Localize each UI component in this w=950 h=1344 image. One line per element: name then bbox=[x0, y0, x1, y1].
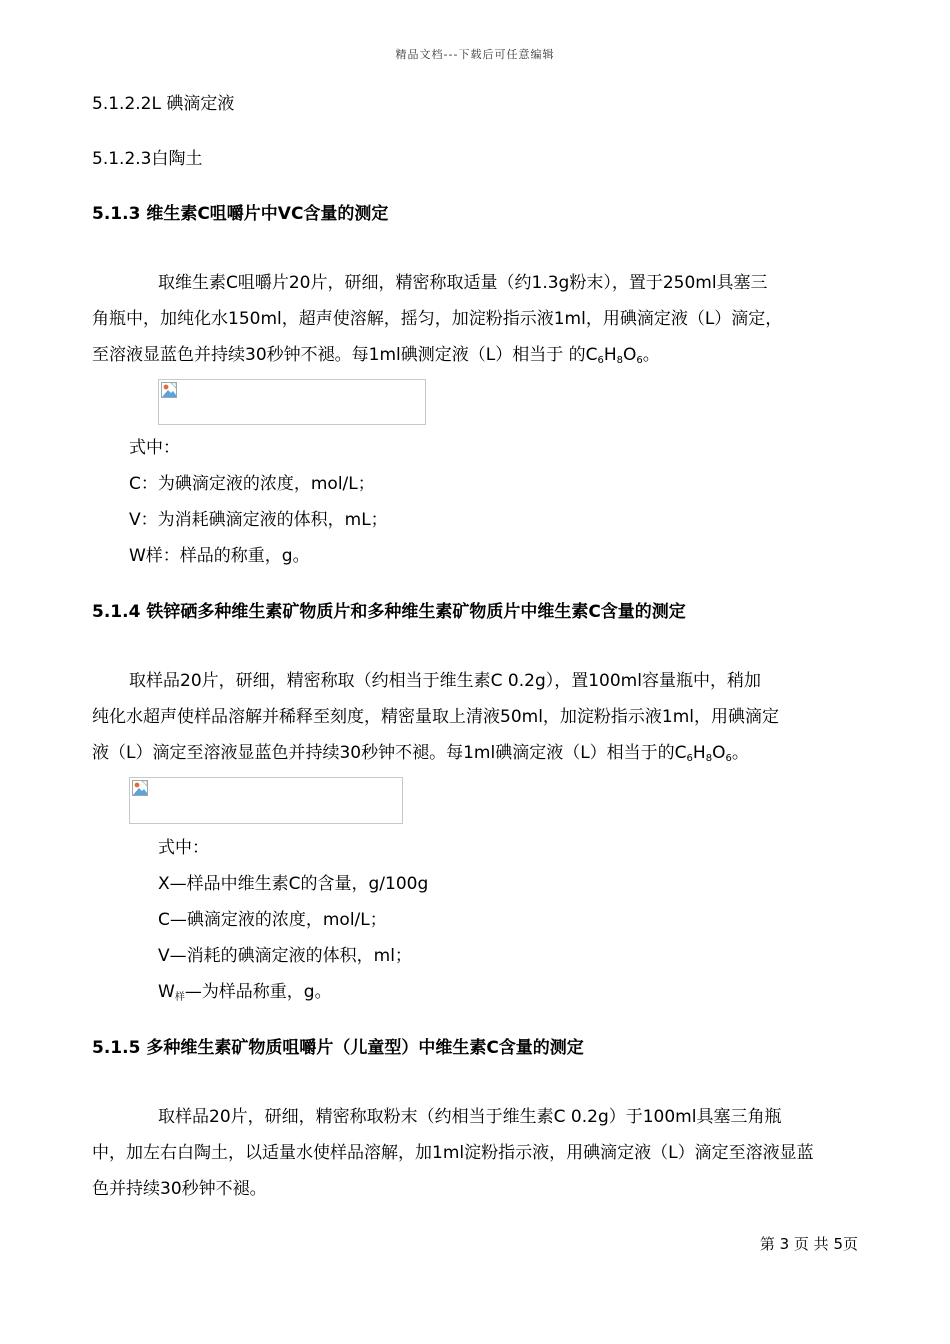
page-footer: 第 3 页 共 5页 bbox=[759, 1235, 858, 1253]
text-run: 。 bbox=[642, 345, 660, 365]
paragraph-line bbox=[92, 735, 860, 777]
subscript: 样 bbox=[174, 992, 185, 1003]
where-label-2: 式中： bbox=[158, 838, 209, 858]
heading-5-1-3: 5.1.3 维生素C咀嚼片中VC含量的测定 bbox=[92, 204, 389, 224]
variable-c-1: C：为碘滴定液的浓度，mol/L； bbox=[129, 474, 375, 494]
subscript: 6 bbox=[597, 355, 604, 366]
text-run: 至溶液显蓝色并持续30秒钟不褪。每1ml碘测定液（L）相当于 的C bbox=[92, 345, 598, 365]
variable-x-2: X—样品中维生素C的含量，g/100g bbox=[158, 874, 429, 894]
text-run: —为样品称重，g。 bbox=[184, 982, 332, 1002]
paragraph-line bbox=[92, 337, 860, 379]
text-run: O bbox=[712, 743, 726, 763]
subscript: 6 bbox=[686, 753, 693, 764]
paragraph-line: 取样品20片，研细，精密称取粉末（约相当于维生素C 0.2g）于100ml具塞三角瓶 bbox=[158, 1107, 782, 1127]
text-run: W bbox=[158, 982, 175, 1002]
subscript: 8 bbox=[705, 753, 713, 764]
subscript: 6 bbox=[636, 355, 643, 366]
variable-w-2 bbox=[158, 981, 332, 1009]
broken-image-icon bbox=[161, 382, 177, 398]
formula-image-2 bbox=[129, 777, 403, 824]
paragraph-line: 纯化水超声使样品溶解并稀释至刻度，精密量取上清液50ml，加淀粉指示液1ml，用碘滴定 bbox=[92, 707, 780, 727]
variable-w-1: W样：样品的称重，g。 bbox=[129, 546, 310, 566]
heading-5-1-5: 5.1.5 多种维生素矿物质咀嚼片（儿童型）中维生素C含量的测定 bbox=[92, 1038, 584, 1058]
section-5-1-2-3: 5.1.2.3白陶土 bbox=[92, 149, 203, 169]
variable-c-2: C—碘滴定液的浓度，mol/L； bbox=[158, 910, 387, 930]
formula-image-1 bbox=[158, 379, 426, 425]
broken-image-icon bbox=[132, 780, 148, 796]
paragraph-line: 色并持续30秒钟不褪。 bbox=[92, 1179, 267, 1199]
paragraph-line: 取维生素C咀嚼片20片，研细，精密称取适量（约1.3g粉末），置于250ml具塞三 bbox=[158, 273, 768, 293]
variable-v-1: V：为消耗碘滴定液的体积，mL； bbox=[129, 510, 388, 530]
heading-5-1-4: 5.1.4 铁锌硒多种维生素矿物质片和多种维生素矿物质片中维生素C含量的测定 bbox=[92, 602, 686, 622]
text-run: 。 bbox=[731, 743, 749, 763]
text-run: H bbox=[603, 345, 617, 365]
section-5-1-2-2: 5.1.2.2L 碘滴定液 bbox=[92, 94, 235, 114]
where-label-1: 式中： bbox=[129, 438, 180, 458]
paragraph-5-1-5 bbox=[92, 1099, 860, 1207]
text-run: O bbox=[623, 345, 637, 365]
paragraph-line: 角瓶中，加纯化水150ml，超声使溶解，摇匀，加淀粉指示液1ml，用碘滴定液（L）滴定， bbox=[92, 309, 783, 329]
text-run: 液（L）滴定至溶液显蓝色并持续30秒钟不褪。每1ml碘滴定液（L）相当于的C bbox=[92, 743, 687, 763]
paragraph-line: 取样品20片，研细，精密称取（约相当于维生素C 0.2g），置100ml容量瓶中，稍加 bbox=[129, 671, 761, 691]
paragraph-5-1-4 bbox=[92, 663, 860, 777]
page-header: 精品文档---下载后可任意编辑 bbox=[395, 48, 555, 61]
paragraph-5-1-3 bbox=[92, 265, 860, 379]
subscript: 6 bbox=[725, 753, 732, 764]
variable-v-2: V—消耗的碘滴定液的体积，ml； bbox=[158, 946, 412, 966]
text-run: H bbox=[692, 743, 706, 763]
subscript: 8 bbox=[616, 355, 624, 366]
paragraph-line: 中，加左右白陶土，以适量水使样品溶解，加1ml淀粉指示液，用碘滴定液（L）滴定至溶液显蓝 bbox=[92, 1143, 814, 1163]
